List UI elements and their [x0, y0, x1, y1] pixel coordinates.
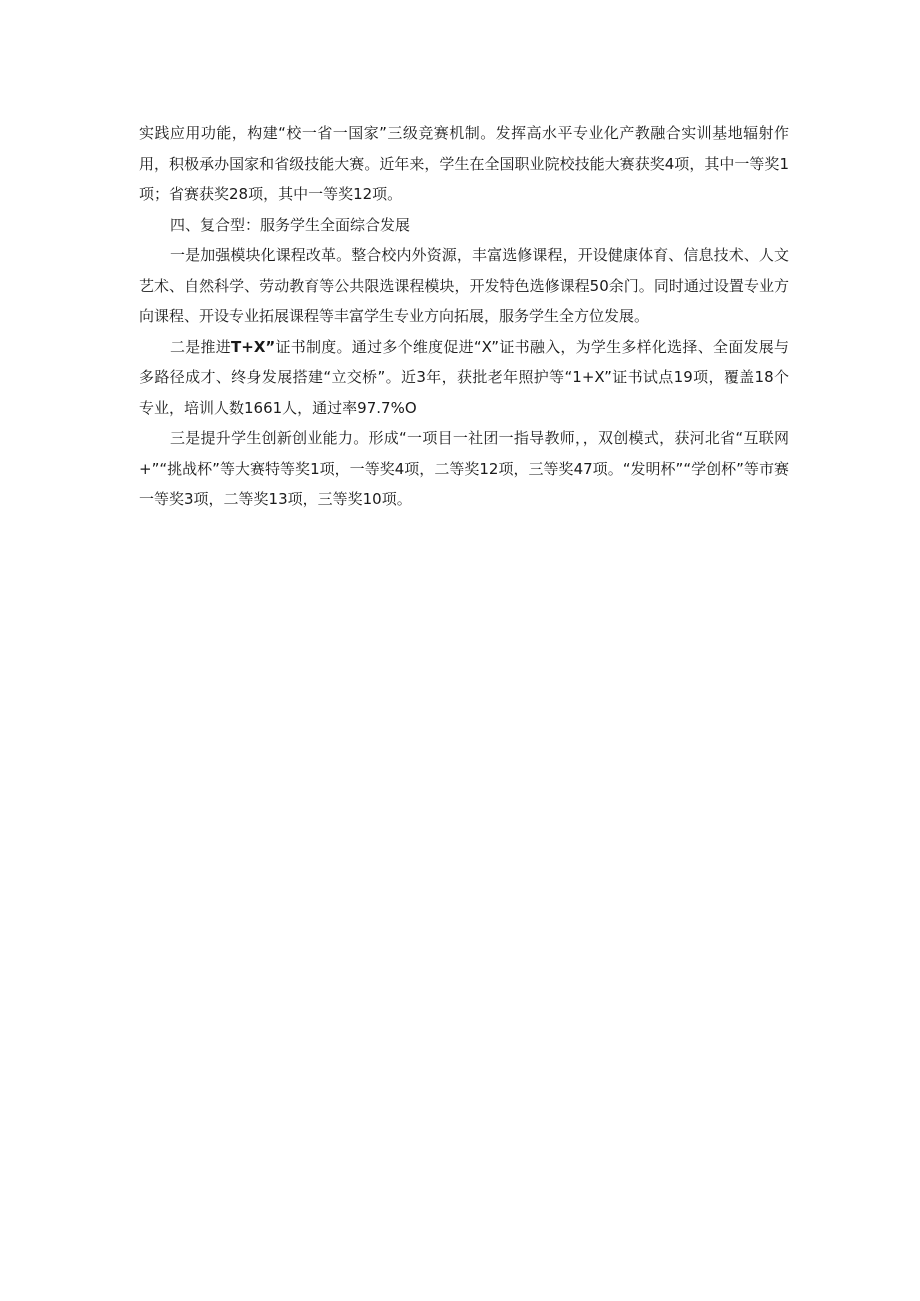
paragraph-certificate [139, 332, 789, 424]
paragraph-innovation: 三是提升学生创新创业能力。形成“一项目一社团一指导教师，，双创模式，获河北省“互联网+”“挑战杯”等大赛特等奖1项，一等奖4项，二等奖12项，三等奖47项。“发明杯”“学创杯”等市赛一等奖3项，二等奖13项，三等奖10项。 [139, 429, 789, 508]
certificate-prefix: 二是推进 [170, 337, 232, 356]
certificate-rest: 证书制度。通过多个维度促进“X”证书融入，为学生多样化选择、全面发展与多路径成才、终身发展搭建“立交桥”。近3年，获批老年照护等“1+X”证书试点19项，覆盖18个专业，培训人数1661人，通过率97.7%O [139, 337, 789, 417]
paragraph-modular-courses: 一是加强模块化课程改革。整合校内外资源，丰富选修课程，开设健康体育、信息技术、人文艺术、自然科学、劳动教育等公共限选课程模块，开发特色选修课程50余门。同时通过设置专业方向课程、开设专业拓展课程等丰富学生专业方向拓展，服务学生全方位发展。 [139, 246, 789, 325]
body-text [139, 118, 789, 515]
section-heading-4: 四、复合型：服务学生全面综合发展 [170, 215, 411, 234]
paragraph-competition: 实践应用功能，构建“校一省一国家”三级竞赛机制。发挥高水平专业化产教融合实训基地辐射作用，积极承办国家和省级技能大赛。近年来，学生在全国职业院校技能大赛获奖4项，其中一等奖1项；省赛获奖28项，其中一等奖12项。 [139, 124, 789, 203]
certificate-bold-term: T+X” [231, 337, 276, 356]
